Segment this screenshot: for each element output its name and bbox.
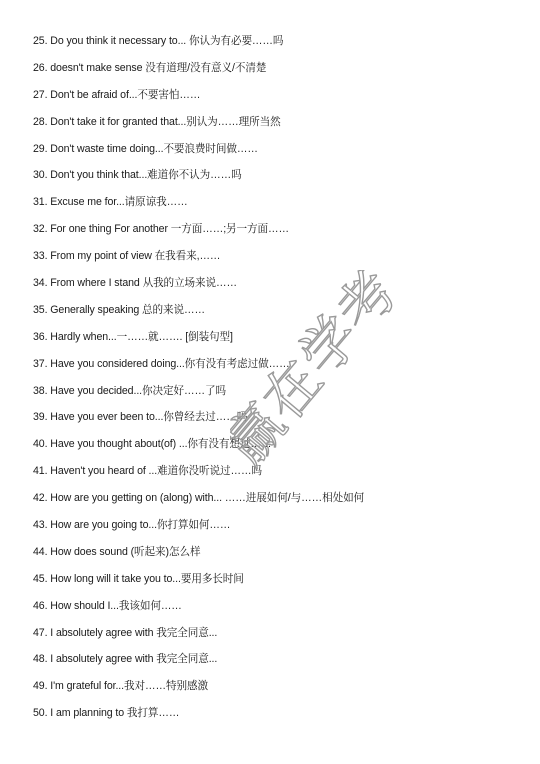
- phrase-item: 48. I absolutely agree with 我完全同意...: [33, 653, 218, 666]
- phrase-item: 34. From where I stand 从我的立场来说……: [33, 277, 238, 290]
- phrase-item: 33. From my point of view 在我看来,……: [33, 250, 221, 263]
- phrase-item: 25. Do you think it necessary to... 你认为有必要……吗: [33, 35, 284, 47]
- phrase-list: [33, 34, 364, 733]
- phrase-item: 44. How does sound (听起来)怎么样: [33, 545, 201, 558]
- phrase-item: 42. How are you getting on (along) with... ……进展如何/与……相处如何: [33, 492, 365, 505]
- phrase-item: 36. Hardly when...一……就……. [倒装句型]: [33, 330, 233, 343]
- phrase-item: 45. How long will it take you to...要用多长时间: [33, 572, 244, 585]
- phrase-item: 37. Have you considered doing...你有没有考虑过做……: [33, 357, 290, 370]
- phrase-item: 29. Don't waste time doing...不要浪费时间做……: [33, 142, 258, 155]
- phrase-item: 28. Don't take it for granted that...别认为……理所当然: [33, 115, 281, 128]
- watermark-text: 赢在学考: [230, 270, 412, 477]
- phrase-item: 32. For one thing For another 一方面……;另一方面……: [33, 223, 290, 236]
- phrase-item: 35. Generally speaking 总的来说……: [33, 303, 205, 316]
- phrase-item: 31. Excuse me for...请原谅我……: [33, 196, 188, 209]
- phrase-item: 47. I absolutely agree with 我完全同意...: [33, 626, 218, 639]
- phrase-item: 41. Haven't you heard of ...难道你没听说过……吗: [33, 465, 263, 478]
- phrase-item: 39. Have you ever been to...你曾经去过……吗: [33, 411, 248, 424]
- phrase-item: 30. Don't you think that...难道你不认为……吗: [33, 169, 242, 182]
- phrase-item: 40. Have you thought about(of) ...你有没有想过……: [33, 438, 272, 451]
- phrase-item: 46. How should I...我该如何……: [33, 599, 182, 612]
- phrase-item: 43. How are you going to...你打算如何……: [33, 519, 231, 532]
- phrase-item: 49. I'm grateful for...我对……特别感激: [33, 680, 208, 693]
- phrase-item: 26. doesn't make sense 没有道理/没有意义/不清楚: [33, 61, 267, 74]
- phrase-item: 50. I am planning to 我打算……: [33, 707, 180, 720]
- phrase-item: 38. Have you decided...你决定好……了吗: [33, 384, 226, 397]
- phrase-item: 27. Don't be afraid of...不要害怕……: [33, 88, 201, 101]
